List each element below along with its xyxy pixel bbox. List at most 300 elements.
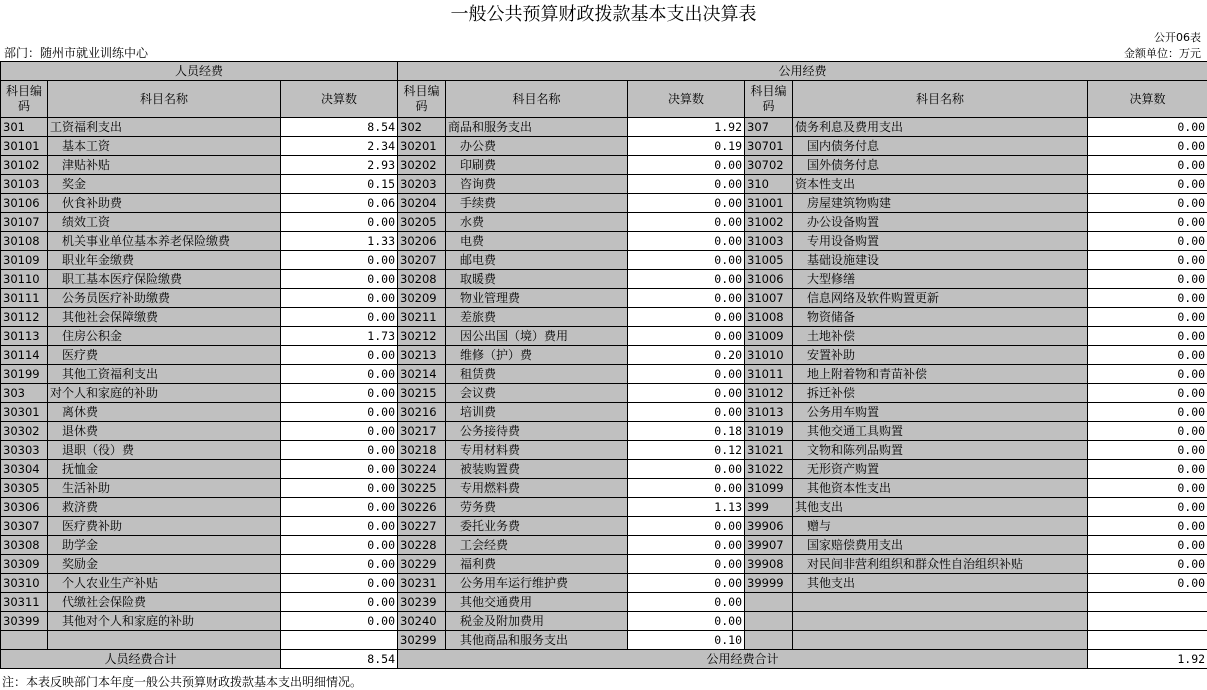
account-code: 30107 — [1, 213, 48, 232]
column-header-code: 科目编码 — [398, 81, 446, 118]
amount-value: 0.00 — [281, 346, 398, 365]
account-name: 劳务费 — [446, 498, 628, 517]
account-code: 30199 — [1, 365, 48, 384]
amount-value: 0.00 — [1088, 517, 1207, 536]
account-code: 30103 — [1, 175, 48, 194]
account-code: 30215 — [398, 384, 446, 403]
account-name: 住房公积金 — [48, 327, 281, 346]
account-name: 伙食补助费 — [48, 194, 281, 213]
account-code: 30110 — [1, 270, 48, 289]
account-code: 30229 — [398, 555, 446, 574]
account-name: 被装购置费 — [446, 460, 628, 479]
account-code: 30209 — [398, 289, 446, 308]
column-header-name: 科目名称 — [48, 81, 281, 118]
account-code: 30224 — [398, 460, 446, 479]
column-header-amount: 决算数 — [1088, 81, 1207, 118]
account-name: 奖励金 — [48, 555, 281, 574]
account-code: 30301 — [1, 403, 48, 422]
account-code: 30203 — [398, 175, 446, 194]
account-code: 30201 — [398, 137, 446, 156]
account-name: 会议费 — [446, 384, 628, 403]
amount-value: 0.12 — [628, 441, 745, 460]
amount-value: 0.00 — [281, 270, 398, 289]
account-name — [793, 631, 1088, 650]
account-code: 31007 — [745, 289, 793, 308]
amount-value: 0.00 — [281, 612, 398, 631]
account-code: 31008 — [745, 308, 793, 327]
account-name: 奖金 — [48, 175, 281, 194]
account-name: 国外债务付息 — [793, 156, 1088, 175]
account-name — [48, 631, 281, 650]
table-number: 公开06表 — [1154, 29, 1201, 45]
account-name: 其他商品和服务支出 — [446, 631, 628, 650]
account-name: 房屋建筑物购建 — [793, 194, 1088, 213]
amount-value: 8.54 — [281, 118, 398, 137]
amount-value: 0.00 — [281, 213, 398, 232]
page-title: 一般公共预算财政拨款基本支出决算表 — [0, 0, 1207, 25]
amount-value: 0.00 — [281, 308, 398, 327]
account-code: 31022 — [745, 460, 793, 479]
table-row — [1, 270, 1207, 289]
account-code: 30208 — [398, 270, 446, 289]
account-code: 30306 — [1, 498, 48, 517]
amount-value: 0.00 — [628, 574, 745, 593]
account-code: 310 — [745, 175, 793, 194]
amount-value: 2.34 — [281, 137, 398, 156]
account-code: 30302 — [1, 422, 48, 441]
amount-value: 0.00 — [1088, 327, 1207, 346]
amount-value: 0.15 — [281, 175, 398, 194]
account-name: 差旅费 — [446, 308, 628, 327]
account-name: 退休费 — [48, 422, 281, 441]
account-name: 取暖费 — [446, 270, 628, 289]
account-name: 专用燃料费 — [446, 479, 628, 498]
amount-value: 0.00 — [628, 384, 745, 403]
amount-value: 0.00 — [1088, 213, 1207, 232]
account-code: 30311 — [1, 593, 48, 612]
account-code: 30212 — [398, 327, 446, 346]
account-code: 39906 — [745, 517, 793, 536]
account-name: 公务接待费 — [446, 422, 628, 441]
account-code: 30211 — [398, 308, 446, 327]
account-code: 30113 — [1, 327, 48, 346]
amount-value: 0.00 — [1088, 156, 1207, 175]
amount-value: 0.00 — [1088, 270, 1207, 289]
account-name: 其他交通工具购置 — [793, 422, 1088, 441]
account-name: 其他支出 — [793, 574, 1088, 593]
account-name: 电费 — [446, 232, 628, 251]
expenditure-table — [0, 61, 1207, 669]
account-name: 咨询费 — [446, 175, 628, 194]
account-name — [793, 593, 1088, 612]
amount-value: 0.00 — [1088, 175, 1207, 194]
table-row — [1, 251, 1207, 270]
account-code: 31003 — [745, 232, 793, 251]
account-code — [745, 593, 793, 612]
amount-value: 0.20 — [628, 346, 745, 365]
amount-value: 0.00 — [281, 479, 398, 498]
account-name: 委托业务费 — [446, 517, 628, 536]
account-name: 邮电费 — [446, 251, 628, 270]
account-code: 31099 — [745, 479, 793, 498]
amount-value: 0.00 — [628, 517, 745, 536]
account-name: 国家赔偿费用支出 — [793, 536, 1088, 555]
account-code: 399 — [745, 498, 793, 517]
table-row — [1, 308, 1207, 327]
amount-value: 0.00 — [1088, 422, 1207, 441]
account-name: 专用材料费 — [446, 441, 628, 460]
amount-value: 0.00 — [628, 555, 745, 574]
table-row — [1, 536, 1207, 555]
account-code: 31021 — [745, 441, 793, 460]
account-code: 30299 — [398, 631, 446, 650]
amount-value: 0.00 — [1088, 232, 1207, 251]
amount-value: 0.00 — [281, 384, 398, 403]
account-code: 30217 — [398, 422, 446, 441]
amount-value: 0.00 — [281, 555, 398, 574]
table-row — [1, 346, 1207, 365]
account-name: 退职（役）费 — [48, 441, 281, 460]
account-name: 物资储备 — [793, 308, 1088, 327]
account-name: 工会经费 — [446, 536, 628, 555]
table-row — [1, 593, 1207, 612]
account-code: 30218 — [398, 441, 446, 460]
account-name: 其他交通费用 — [446, 593, 628, 612]
column-header-code: 科目编码 — [1, 81, 48, 118]
amount-value: 2.93 — [281, 156, 398, 175]
amount-value: 0.00 — [1088, 403, 1207, 422]
account-name: 医疗费 — [48, 346, 281, 365]
account-name: 赠与 — [793, 517, 1088, 536]
account-code: 30216 — [398, 403, 446, 422]
account-name: 其他资本性支出 — [793, 479, 1088, 498]
account-name: 公务员医疗补助缴费 — [48, 289, 281, 308]
amount-value — [1088, 631, 1207, 650]
group-header-personnel: 人员经费 — [1, 62, 398, 81]
account-name: 福利费 — [446, 555, 628, 574]
account-name: 土地补偿 — [793, 327, 1088, 346]
account-name: 维修（护）费 — [446, 346, 628, 365]
amount-value: 0.00 — [628, 251, 745, 270]
table-row — [1, 194, 1207, 213]
account-name: 其他社会保障缴费 — [48, 308, 281, 327]
account-code — [1, 631, 48, 650]
amount-value: 0.00 — [1088, 441, 1207, 460]
account-name: 物业管理费 — [446, 289, 628, 308]
account-code: 30112 — [1, 308, 48, 327]
amount-value: 0.00 — [1088, 308, 1207, 327]
amount-value: 0.00 — [1088, 137, 1207, 156]
column-header-code: 科目编码 — [745, 81, 793, 118]
table-row — [1, 631, 1207, 650]
amount-value: 0.00 — [628, 479, 745, 498]
account-code: 30108 — [1, 232, 48, 251]
account-name: 生活补助 — [48, 479, 281, 498]
table-row — [1, 365, 1207, 384]
amount-value: 0.00 — [1088, 498, 1207, 517]
table-row — [1, 422, 1207, 441]
account-code: 30307 — [1, 517, 48, 536]
account-code: 30106 — [1, 194, 48, 213]
amount-value: 0.00 — [1088, 574, 1207, 593]
amount-value: 0.00 — [628, 232, 745, 251]
amount-value: 0.00 — [1088, 536, 1207, 555]
account-name: 手续费 — [446, 194, 628, 213]
account-code: 30214 — [398, 365, 446, 384]
account-name: 办公设备购置 — [793, 213, 1088, 232]
unit-label: 金额单位：万元 — [1124, 45, 1201, 61]
account-code: 30240 — [398, 612, 446, 631]
account-name: 商品和服务支出 — [446, 118, 628, 137]
account-name: 信息网络及软件购置更新 — [793, 289, 1088, 308]
amount-value: 0.00 — [281, 289, 398, 308]
account-name: 津贴补贴 — [48, 156, 281, 175]
amount-value: 0.00 — [281, 536, 398, 555]
account-code: 30202 — [398, 156, 446, 175]
amount-value — [281, 631, 398, 650]
group-header-public: 公用经费 — [398, 62, 1207, 81]
table-row — [1, 175, 1207, 194]
amount-value: 0.00 — [628, 403, 745, 422]
account-code: 39908 — [745, 555, 793, 574]
department-label: 部门：随州市就业训练中心 — [4, 44, 148, 61]
account-code: 30231 — [398, 574, 446, 593]
account-code: 31019 — [745, 422, 793, 441]
account-code: 302 — [398, 118, 446, 137]
amount-value: 0.00 — [1088, 365, 1207, 384]
amount-value: 0.10 — [628, 631, 745, 650]
table-row — [1, 479, 1207, 498]
account-code: 30303 — [1, 441, 48, 460]
amount-value: 0.00 — [628, 270, 745, 289]
amount-value: 1.73 — [281, 327, 398, 346]
table-row — [1, 498, 1207, 517]
account-code: 30204 — [398, 194, 446, 213]
account-name: 救济费 — [48, 498, 281, 517]
amount-value — [1088, 593, 1207, 612]
amount-value: 1.92 — [628, 118, 745, 137]
amount-value: 0.00 — [628, 194, 745, 213]
amount-value: 0.00 — [628, 612, 745, 631]
account-name: 因公出国（境）费用 — [446, 327, 628, 346]
account-name: 机关事业单位基本养老保险缴费 — [48, 232, 281, 251]
amount-value: 0.19 — [628, 137, 745, 156]
amount-value: 0.00 — [1088, 555, 1207, 574]
table-row — [1, 232, 1207, 251]
account-code — [745, 631, 793, 650]
amount-value: 0.00 — [281, 498, 398, 517]
account-name: 其他工资福利支出 — [48, 365, 281, 384]
account-code: 30309 — [1, 555, 48, 574]
account-name — [793, 612, 1088, 631]
account-code: 30399 — [1, 612, 48, 631]
account-code: 30702 — [745, 156, 793, 175]
account-name: 其他支出 — [793, 498, 1088, 517]
account-name: 债务利息及费用支出 — [793, 118, 1088, 137]
amount-value: 0.00 — [628, 536, 745, 555]
account-code: 31012 — [745, 384, 793, 403]
account-code: 30205 — [398, 213, 446, 232]
account-code: 30701 — [745, 137, 793, 156]
account-name: 印刷费 — [446, 156, 628, 175]
amount-value: 0.00 — [628, 327, 745, 346]
amount-value: 0.00 — [1088, 118, 1207, 137]
account-code: 31011 — [745, 365, 793, 384]
account-code: 30102 — [1, 156, 48, 175]
account-name: 医疗费补助 — [48, 517, 281, 536]
table-row — [1, 137, 1207, 156]
amount-value: 0.00 — [281, 441, 398, 460]
account-name: 国内债务付息 — [793, 137, 1088, 156]
account-name: 基本工资 — [48, 137, 281, 156]
account-code: 307 — [745, 118, 793, 137]
account-name: 地上附着物和青苗补偿 — [793, 365, 1088, 384]
account-code: 30308 — [1, 536, 48, 555]
account-code: 39999 — [745, 574, 793, 593]
table-row — [1, 574, 1207, 593]
amount-value: 0.00 — [281, 460, 398, 479]
account-name: 工资福利支出 — [48, 118, 281, 137]
account-name: 无形资产购置 — [793, 460, 1088, 479]
table-row — [1, 517, 1207, 536]
amount-value: 0.00 — [628, 593, 745, 612]
account-code: 30213 — [398, 346, 446, 365]
table-row — [1, 289, 1207, 308]
account-code: 31005 — [745, 251, 793, 270]
amount-value: 0.00 — [281, 517, 398, 536]
account-name: 水费 — [446, 213, 628, 232]
table-row — [1, 213, 1207, 232]
account-code: 30109 — [1, 251, 48, 270]
account-code: 30310 — [1, 574, 48, 593]
table-row — [1, 555, 1207, 574]
account-name: 绩效工资 — [48, 213, 281, 232]
account-name: 文物和陈列品购置 — [793, 441, 1088, 460]
amount-value: 0.00 — [281, 365, 398, 384]
amount-value: 1.33 — [281, 232, 398, 251]
account-name: 助学金 — [48, 536, 281, 555]
account-code: 31009 — [745, 327, 793, 346]
account-code: 30225 — [398, 479, 446, 498]
column-header-amount: 决算数 — [628, 81, 745, 118]
account-name: 离休费 — [48, 403, 281, 422]
account-code: 30114 — [1, 346, 48, 365]
account-name: 对个人和家庭的补助 — [48, 384, 281, 403]
account-code: 30101 — [1, 137, 48, 156]
account-name: 代缴社会保险费 — [48, 593, 281, 612]
amount-value: 0.00 — [628, 289, 745, 308]
account-name: 租赁费 — [446, 365, 628, 384]
account-code: 31002 — [745, 213, 793, 232]
amount-value: 0.00 — [1088, 251, 1207, 270]
account-name: 个人农业生产补贴 — [48, 574, 281, 593]
account-code — [745, 612, 793, 631]
account-name: 资本性支出 — [793, 175, 1088, 194]
amount-value: 0.00 — [628, 213, 745, 232]
account-name: 办公费 — [446, 137, 628, 156]
table-row — [1, 156, 1207, 175]
amount-value: 0.00 — [1088, 289, 1207, 308]
amount-value: 0.00 — [628, 175, 745, 194]
amount-value: 0.00 — [628, 156, 745, 175]
amount-value: 0.00 — [281, 251, 398, 270]
account-name: 安置补助 — [793, 346, 1088, 365]
account-name: 公务用车运行维护费 — [446, 574, 628, 593]
account-name: 专用设备购置 — [793, 232, 1088, 251]
amount-value: 0.00 — [281, 422, 398, 441]
account-code: 30111 — [1, 289, 48, 308]
total-public-label: 公用经费合计 — [398, 650, 1088, 669]
amount-value: 0.00 — [628, 365, 745, 384]
account-code: 30207 — [398, 251, 446, 270]
total-personnel-label: 人员经费合计 — [1, 650, 281, 669]
account-code: 30239 — [398, 593, 446, 612]
footnote: 注：本表反映部门本年度一般公共预算财政拨款基本支出明细情况。 — [2, 673, 362, 690]
column-header-name: 科目名称 — [446, 81, 628, 118]
account-name: 培训费 — [446, 403, 628, 422]
total-personnel-value: 8.54 — [281, 650, 398, 669]
account-code: 31001 — [745, 194, 793, 213]
amount-value: 0.00 — [1088, 460, 1207, 479]
account-code: 31006 — [745, 270, 793, 289]
account-name: 大型修缮 — [793, 270, 1088, 289]
amount-value: 0.00 — [281, 593, 398, 612]
account-name: 公务用车购置 — [793, 403, 1088, 422]
account-code: 30228 — [398, 536, 446, 555]
amount-value: 0.00 — [281, 403, 398, 422]
table-row — [1, 118, 1207, 137]
account-code: 301 — [1, 118, 48, 137]
account-name: 职工基本医疗保险缴费 — [48, 270, 281, 289]
amount-value: 0.00 — [1088, 346, 1207, 365]
account-name: 其他对个人和家庭的补助 — [48, 612, 281, 631]
amount-value: 0.00 — [281, 574, 398, 593]
account-name: 税金及附加费用 — [446, 612, 628, 631]
account-code: 39907 — [745, 536, 793, 555]
column-header-name: 科目名称 — [793, 81, 1088, 118]
table-row — [1, 460, 1207, 479]
column-header-amount: 决算数 — [281, 81, 398, 118]
amount-value: 0.00 — [1088, 479, 1207, 498]
account-code: 303 — [1, 384, 48, 403]
amount-value: 0.00 — [1088, 194, 1207, 213]
amount-value: 0.00 — [628, 308, 745, 327]
account-name: 对民间非营利组织和群众性自治组织补贴 — [793, 555, 1088, 574]
amount-value: 0.18 — [628, 422, 745, 441]
total-public-value: 1.92 — [1088, 650, 1207, 669]
account-code: 30226 — [398, 498, 446, 517]
account-code: 30305 — [1, 479, 48, 498]
amount-value: 0.00 — [1088, 384, 1207, 403]
amount-value: 0.00 — [628, 460, 745, 479]
table-row — [1, 384, 1207, 403]
account-code: 31010 — [745, 346, 793, 365]
table-row — [1, 327, 1207, 346]
account-name: 职业年金缴费 — [48, 251, 281, 270]
table-row — [1, 612, 1207, 631]
table-row — [1, 403, 1207, 422]
amount-value — [1088, 612, 1207, 631]
account-code: 30206 — [398, 232, 446, 251]
account-code: 30304 — [1, 460, 48, 479]
account-name: 抚恤金 — [48, 460, 281, 479]
account-code: 30227 — [398, 517, 446, 536]
table-row — [1, 441, 1207, 460]
account-code: 31013 — [745, 403, 793, 422]
account-name: 基础设施建设 — [793, 251, 1088, 270]
amount-value: 1.13 — [628, 498, 745, 517]
account-name: 拆迁补偿 — [793, 384, 1088, 403]
